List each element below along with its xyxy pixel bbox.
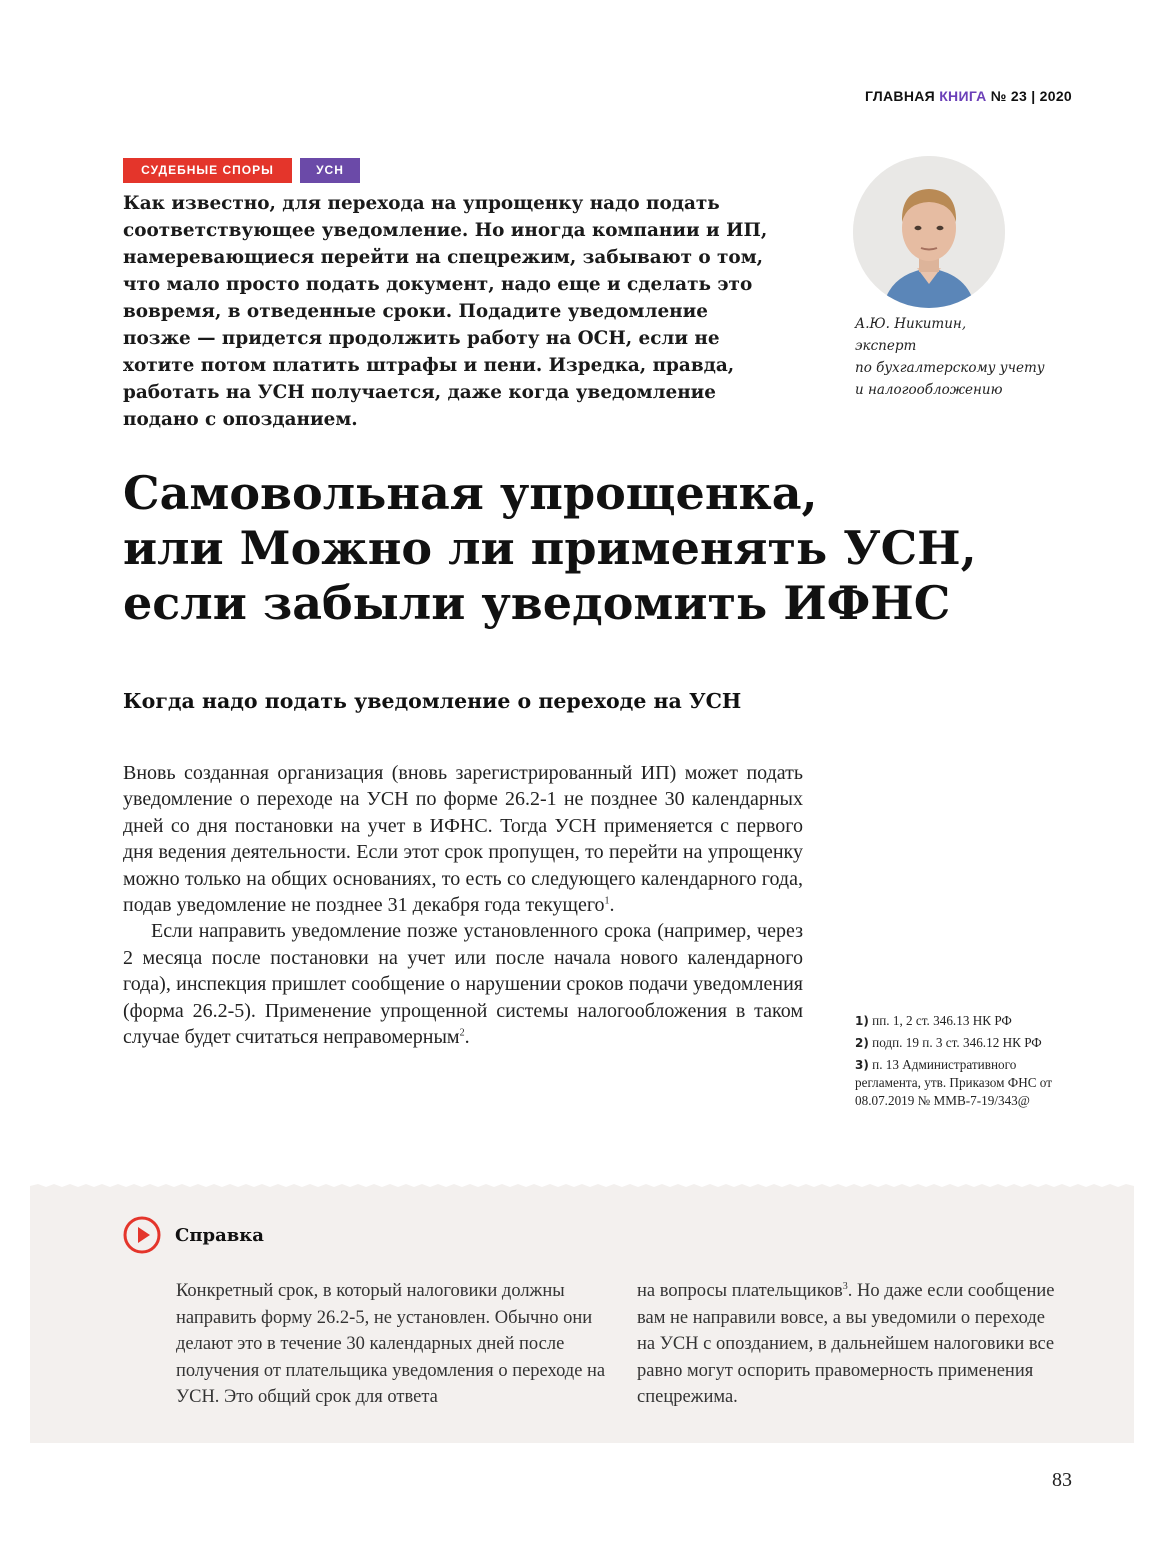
footnote-text: п. 13 Административного регламента, утв. Приказом ФНС от 08.07.2019 № ММВ-7-19/343@ bbox=[855, 1057, 1052, 1108]
article-title bbox=[123, 466, 1023, 631]
author-role-line: и налогообложению bbox=[855, 382, 1003, 398]
author-credit bbox=[855, 313, 1065, 401]
torn-edge-decoration bbox=[30, 1182, 1134, 1190]
footnote-text: пп. 1, 2 ст. 346.13 НК РФ bbox=[872, 1013, 1012, 1028]
footnote-number: 1) bbox=[855, 1014, 869, 1028]
info-box bbox=[30, 1188, 1134, 1443]
info-box-column-right bbox=[637, 1278, 1067, 1411]
author-name: А.Ю. Никитин, bbox=[855, 316, 967, 332]
lead-paragraph: Как известно, для перехода на упрощенку надо подать соответствующее уведомление. Но иногда компании и ИП, намеревающиеся перейти на спецрежим, забывают о том, что мало просто подать документ, надо еще и сделать это вовремя, в отведенные сроки. Подадите уведомление позже — придется продолжить работу на ОСН, если не хотите потом платить штрафы и пени. Изредка, правда, работать на УСН получается, даже когда уведомление подано с опозданием. bbox=[123, 193, 768, 430]
author-role-line: по бухгалтерскому учету bbox=[855, 360, 1045, 376]
masthead bbox=[865, 88, 1072, 104]
category-tag-court-disputes: СУДЕБНЫЕ СПОРЫ bbox=[123, 158, 292, 183]
paragraph-text: Если направить уведомление позже установленного срока (например, через 2 месяца после постановки на учет или после начала нового календарного года), инспекция пришлет сообщение о нарушении сроков подачи уведомления (форма 26.2-5). Применение упрощенной системы налогообложения в таком случае будет считаться неправомерным bbox=[123, 920, 803, 1049]
article-body bbox=[123, 760, 803, 1050]
page-number: 83 bbox=[1052, 1469, 1072, 1491]
play-icon bbox=[123, 1216, 161, 1254]
info-box-title: Справка bbox=[175, 1224, 264, 1246]
footnote-number: 2) bbox=[855, 1036, 869, 1050]
footnote-ref: 1 bbox=[604, 895, 610, 907]
info-text: . Но даже если сообщение вам не направили вовсе, а вы уведомили о переходе на УСН с опозданием, в дальнейшем налоговики все равно могут оспорить правомерность применения спецрежима. bbox=[637, 1281, 1055, 1407]
footnote bbox=[855, 1012, 1085, 1030]
paragraph-text: Вновь созданная организация (вновь зарегистрированный ИП) может подать уведомление о переходе на УСН по форме 26.2-1 не позднее 30 календарных дней со дня постановки на учет в ИФНС. Тогда УСН применяется с первого дня ведения деятельности. Если этот срок пропущен, то перейти на упрощенку можно только на общих основаниях, то есть со следующего календарного года, подав уведомление не позднее 31 декабря года текущего bbox=[123, 762, 803, 917]
body-paragraph bbox=[123, 760, 803, 918]
paragraph-end: . bbox=[464, 1026, 470, 1049]
title-line: или Можно ли применять УСН, bbox=[123, 521, 977, 575]
category-tag-usn: УСН bbox=[300, 158, 360, 183]
footnote bbox=[855, 1056, 1085, 1110]
body-paragraph bbox=[123, 918, 803, 1050]
footnote-text: подп. 19 п. 3 ст. 346.12 НК РФ bbox=[872, 1035, 1042, 1050]
masthead-accent: КНИГА bbox=[939, 88, 987, 104]
info-text: на вопросы плательщиков bbox=[637, 1281, 843, 1301]
masthead-title: ГЛАВНАЯ bbox=[864, 88, 940, 104]
title-line: если забыли уведомить ИФНС bbox=[123, 576, 951, 630]
info-box-column-left: Конкретный срок, в который налоговики должны направить форму 26.2-5, не установлен. Обычно они делают это в течение 30 календарных дней после получения от плательщика уведомления о переходе на УСН. Это общий срок для ответа bbox=[176, 1281, 606, 1407]
paragraph-end: . bbox=[609, 894, 615, 917]
masthead-issue: № 23 | 2020 bbox=[986, 88, 1072, 104]
footnote-number: 3) bbox=[855, 1058, 869, 1072]
author-role-line: эксперт bbox=[855, 338, 917, 354]
footnote-ref: 3 bbox=[842, 1280, 848, 1292]
title-line: Самовольная упрощенка, bbox=[123, 466, 818, 520]
section-heading: Когда надо подать уведомление о переходе на УСН bbox=[123, 689, 742, 713]
footnote bbox=[855, 1034, 1085, 1052]
author-photo bbox=[853, 156, 1005, 308]
footnote-ref: 2 bbox=[459, 1027, 465, 1039]
info-box-header bbox=[123, 1216, 264, 1254]
footnotes bbox=[855, 1012, 1085, 1114]
